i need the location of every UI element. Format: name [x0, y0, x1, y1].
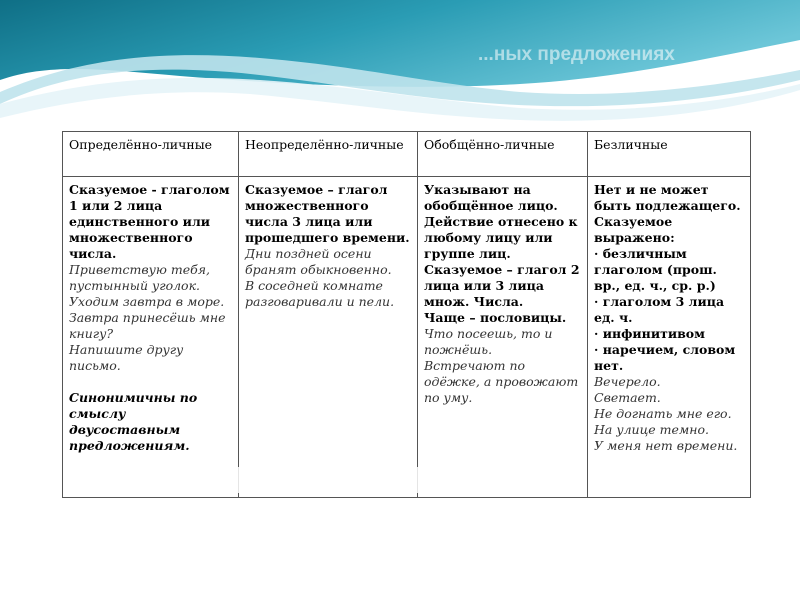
example-text: Уходим завтра в море.: [69, 294, 225, 309]
example-text: Что посеешь, то и пожнёшь.: [424, 326, 553, 357]
example-text: У меня нет времени.: [594, 438, 738, 453]
list-item-text: · наречием, словом: [594, 342, 736, 357]
redaction-overlay: [63, 467, 463, 493]
list-item: · наречием, словом нет.: [594, 342, 736, 373]
rule-text: Указывают на обобщённое лицо. Действие отнесено к любому лицу или группе лиц.: [424, 182, 578, 261]
example-text: Не догнать мне его.: [594, 406, 732, 421]
list-item: · инфинитивом: [594, 326, 705, 341]
rule-text: Чаще – пословицы.: [424, 310, 567, 325]
word-net: нет: [594, 358, 619, 373]
header-definite-personal: Определённо-личные: [63, 132, 239, 177]
rule-text: Сказуемое выражено:: [594, 214, 675, 245]
rule-text: Нет и не может быть подлежащего.: [594, 182, 741, 213]
cell-generalized-personal: [418, 177, 588, 498]
example-text: Светает.: [594, 390, 661, 405]
header-impersonal: Безличные: [588, 132, 751, 177]
slide-title: ...ных предложениях: [478, 44, 675, 65]
example-text: Завтра принесёшь мне книгу?: [69, 310, 226, 341]
cell-definite-personal: [63, 177, 239, 498]
list-item: · глаголом 3 лица ед. ч.: [594, 294, 725, 325]
header-row: [63, 132, 751, 177]
list-item: · безличным глаголом (прош. вр., ед. ч., ср. р.): [594, 246, 717, 293]
example-text: В соседней комнате разговаривали и пели.: [245, 278, 395, 309]
sentence-types-table: [62, 131, 751, 498]
rule-text: Сказуемое – глагол множественного числа 3 лица или прошедшего времени.: [245, 182, 410, 245]
synonym-note: Синонимичны по смыслу двусоставным предложениям.: [69, 390, 198, 453]
example-text: Приветствую тебя, пустынный уголок.: [69, 262, 210, 293]
example-text: На улице темно.: [594, 422, 710, 437]
example-text: Дни поздней осени бранят обыкновенно.: [245, 246, 392, 277]
example-text: Напишите другу письмо.: [69, 342, 184, 373]
header-indefinite-personal: Неопределённо-личные: [239, 132, 418, 177]
content-row: [63, 177, 751, 498]
rule-text: Сказуемое – глагол 2 лица или 3 лица множ. Числа.: [424, 262, 580, 309]
cell-impersonal: [588, 177, 751, 498]
header-generalized-personal: Обобщённо-личные: [418, 132, 588, 177]
example-text: Встречают по одёжке, а провожают по уму.: [424, 358, 579, 405]
rule-text: Сказуемое - глаголом 1 или 2 лица единственного или множественного числа.: [69, 182, 230, 261]
cell-indefinite-personal: [239, 177, 418, 498]
example-text: Вечерело.: [594, 374, 661, 389]
